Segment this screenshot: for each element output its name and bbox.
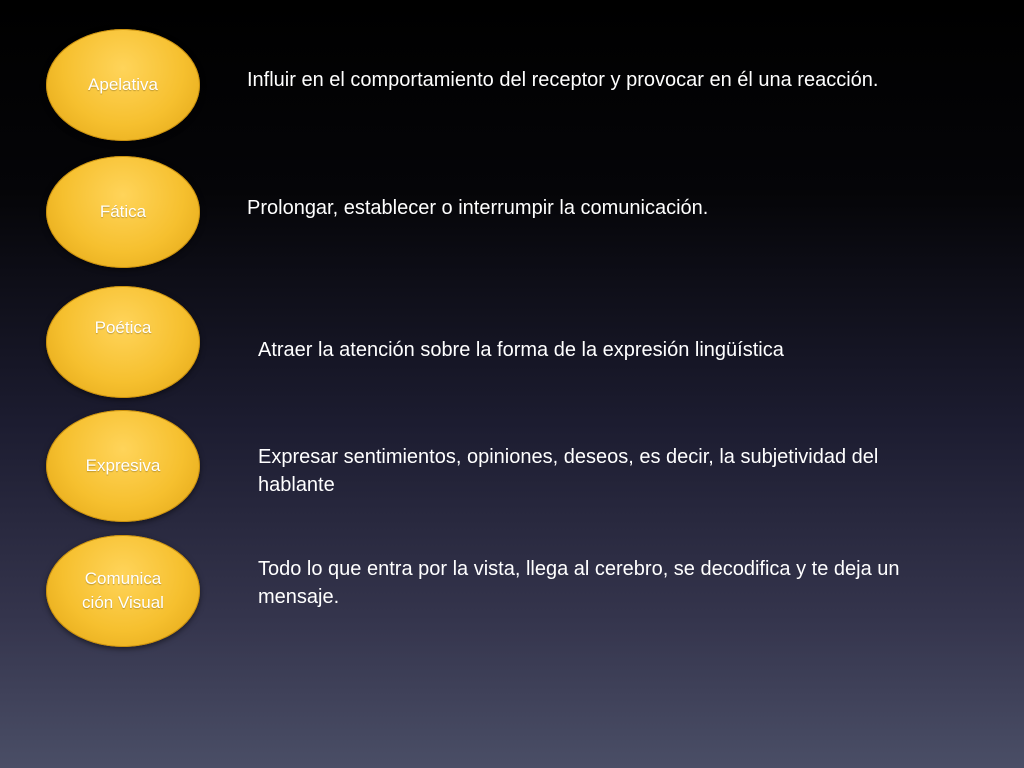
comunicacion-visual-label-line2: ción Visual <box>82 593 164 612</box>
poetica-label: Poética <box>94 318 152 337</box>
expresiva-description: Expresar sentimientos, opiniones, deseos, es decir, la subjetividad del hablante <box>258 446 879 496</box>
comunicacion-visual-node <box>46 535 200 647</box>
poetica-node <box>46 286 200 398</box>
apelativa-node <box>46 29 200 141</box>
expresiva-node <box>46 410 200 522</box>
fatica-description: Prolongar, establecer o interrumpir la comunicación. <box>247 197 709 219</box>
expresiva-label: Expresiva <box>85 456 161 475</box>
fatica-node <box>46 156 200 268</box>
apelativa-label: Apelativa <box>88 75 158 94</box>
poetica-description: Atraer la atención sobre la forma de la expresión lingüística <box>258 339 784 361</box>
comunicacion-visual-description: Todo lo que entra por la vista, llega al cerebro, se decodifica y te deja un mensaje. <box>258 558 900 608</box>
comunicacion-visual-label-line1: Comunica <box>84 569 162 588</box>
comunicacion-visual-label <box>82 567 164 615</box>
fatica-label: Fática <box>99 202 147 221</box>
apelativa-description: Influir en el comportamiento del receptor y provocar en él una reacción. <box>247 69 879 91</box>
